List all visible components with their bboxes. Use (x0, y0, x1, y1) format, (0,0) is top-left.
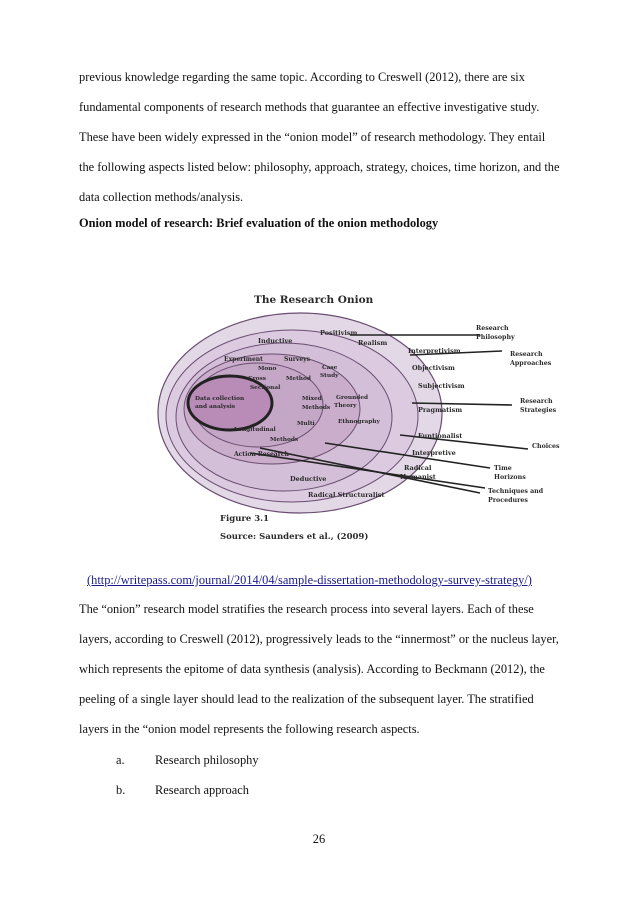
list-item (116, 775, 259, 805)
label-grounded: Grounded (336, 395, 369, 401)
list-marker: b. (116, 783, 126, 797)
label-subjectivism: Subjectivism (418, 382, 465, 390)
side-tech-1: Techniques and (488, 488, 544, 495)
label-methods: Methods (270, 437, 299, 443)
aspects-list (116, 745, 259, 805)
side-time-2: Horizons (494, 474, 526, 481)
list-item (116, 745, 259, 775)
side-approaches-2: Approaches (510, 360, 552, 367)
label-pragmatism: Pragmatism (418, 406, 463, 414)
label-experiment: Experiment (224, 356, 263, 363)
label-cross: Cross (248, 376, 267, 382)
label-deductive: Deductive (290, 475, 327, 483)
side-strategies-1: Research (520, 398, 553, 405)
label-theory: Theory (334, 403, 357, 409)
page-number: 26 (312, 832, 326, 846)
figure-caption: Figure 3.1 (220, 514, 270, 524)
label-mixed: Mixed (302, 396, 322, 402)
side-philosophy-2: Philosophy (476, 334, 515, 341)
label-objectivism: Objectivism (412, 364, 455, 372)
list-item-text: Research philosophy (155, 753, 259, 767)
research-onion-figure (150, 283, 560, 545)
label-action-research: Action Research (234, 451, 289, 458)
figure-source: Source: Saunders et al., (2009) (220, 532, 369, 542)
label-positivism: Positivism (320, 329, 358, 337)
label-radical: Radical (404, 464, 432, 472)
side-time-1: Time (494, 465, 512, 472)
list-item-text: Research approach (155, 783, 249, 797)
label-multi: Multi (297, 421, 315, 427)
side-strategies-2: Strategies (520, 407, 557, 414)
label-mono: Mono (258, 366, 277, 372)
label-core-1: Data collection (195, 396, 245, 402)
section-heading: Onion model of research: Brief evaluation of the onion methodology (79, 216, 439, 230)
paragraph-intro: previous knowledge regarding the same topic. According to Creswell (2012), there are six fundamental components of research methods that guarantee an effective investigative study. These have been widely expressed in the “onion model” of research methodology. They entail the following aspects listed below: philosophy, approach, strategy, choices, time horizon, and the data collection methods/analysis. (79, 70, 560, 204)
label-longitudinal: Longitudinal (234, 427, 276, 433)
side-approaches-1: Research (510, 351, 543, 358)
label-sectional: Sectional (250, 385, 281, 391)
label-ethnography: Ethnography (338, 419, 380, 425)
source-link[interactable]: (http://writepass.com/journal/2014/04/sample-dissertation-methodology-survey-strategy/) (87, 573, 532, 587)
label-funtionalist: Funtionalist (418, 432, 463, 440)
label-core-2: and analysis (195, 404, 236, 410)
label-interpretive: Interpretive (412, 449, 456, 457)
figure-title: The Research Onion (254, 294, 374, 306)
label-study: Study (320, 373, 339, 379)
list-marker: a. (116, 753, 125, 767)
label-case: Case (322, 365, 338, 371)
label-method: Method (286, 376, 311, 382)
label-realism: Realism (358, 339, 388, 347)
side-philosophy-1: Research (476, 325, 509, 332)
research-onion-diagram (150, 283, 560, 545)
label-surveys: Surveys (284, 356, 311, 363)
label-method-2: Methods (302, 405, 331, 411)
side-tech-2: Procedures (488, 497, 528, 504)
label-radical-structuralist: Radical Structuralist (308, 491, 385, 499)
label-interpretivism: Interpretivism (408, 347, 461, 355)
label-humanist: Humanist (400, 473, 436, 481)
side-choices: Choices (532, 443, 560, 450)
paragraph-onion-description: The “onion” research model stratifies the research process into several layers. Each of these layers, according to Creswell (2012), progressively leads to the “innermost” or the nucleus layer, which represents the epitome of data synthesis (analysis). According to Beckmann (2012), the peeling of a single layer should lead to the realization of the subsequent layer. The stratified layers in the “onion model represents the following research aspects. (79, 602, 559, 736)
label-inductive: Inductive (258, 337, 293, 345)
